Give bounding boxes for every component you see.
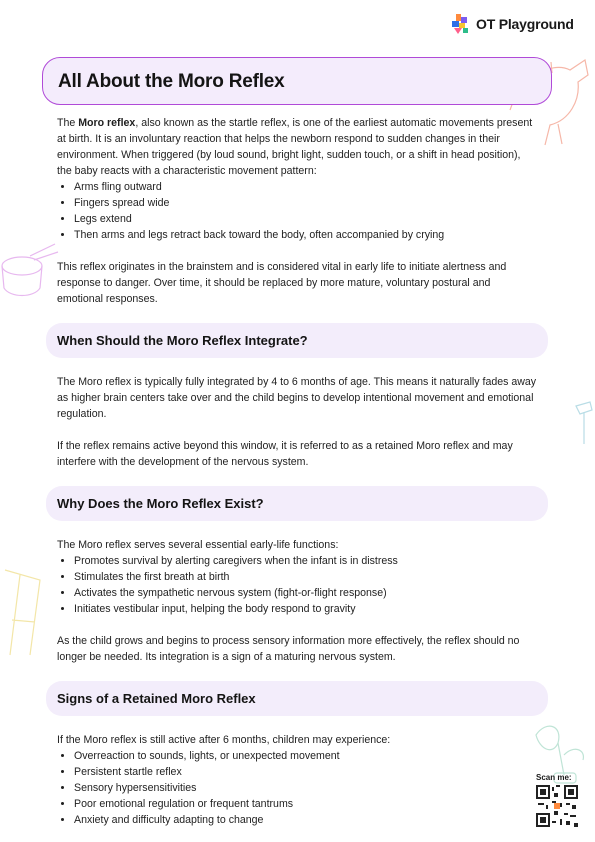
brand-header xyxy=(452,14,574,34)
page-title: All About the Moro Reflex xyxy=(58,71,285,92)
list-item: • Sensory hypersensitivities xyxy=(74,780,537,796)
integrate-paragraph-1: The Moro reflex is typically fully integrated by 4 to 6 months of age. This means it naturally fades away as higher brain centers take over and the child begins to develop intentional movement and emotional regulation. xyxy=(57,376,537,420)
intro-bold-term: Moro reflex xyxy=(78,117,136,129)
list-item: • Overreaction to sounds, lights, or unexpected movement xyxy=(74,748,537,764)
origin-paragraph: This reflex originates in the brainstem and is considered vital in early life to initiate alertness and response to danger. Over time, it should be replaced by more mature, voluntary postural and emotional responses. xyxy=(57,261,507,305)
integrate-paragraph-2: If the reflex remains active beyond this window, it is referred to as a retained Moro reflex and may interfere with the development of the nervous system. xyxy=(57,440,513,468)
easel-doodle xyxy=(0,560,50,660)
intro-lead: The xyxy=(57,117,79,129)
qr-label: Scan me: xyxy=(536,773,572,782)
section-heading-box xyxy=(46,323,548,358)
signs-lead: If the Moro reflex is still active after 6 months, children may experience: xyxy=(57,734,391,746)
qr-code-area xyxy=(536,773,578,832)
list-item: • Stimulates the first breath at birth xyxy=(74,569,537,585)
signs-list xyxy=(57,748,537,828)
list-item: • Anxiety and difficulty adapting to change xyxy=(74,812,537,828)
list-item: • Arms fling outward xyxy=(74,179,537,195)
intro-paragraph xyxy=(57,115,537,179)
list-item: • Legs extend xyxy=(74,211,537,227)
ot-playground-logo-icon xyxy=(452,14,470,34)
movement-pattern-list xyxy=(57,179,537,243)
list-item: • Initiates vestibular input, helping the body respond to gravity xyxy=(74,601,537,617)
functions-list xyxy=(57,553,537,617)
section-heading-signs: Signs of a Retained Moro Reflex xyxy=(57,691,256,706)
exist-lead: The Moro reflex serves several essential early-life functions: xyxy=(57,539,339,551)
list-item: • Poor emotional regulation or frequent tantrums xyxy=(74,796,537,812)
list-item: • Promotes survival by alerting caregivers when the infant is in distress xyxy=(74,553,537,569)
brand-name: OT Playground xyxy=(476,16,574,32)
qr-code-icon[interactable] xyxy=(536,785,578,827)
section-heading-box xyxy=(46,681,548,716)
section-heading-exist: Why Does the Moro Reflex Exist? xyxy=(57,496,264,511)
main-content xyxy=(57,115,537,828)
hammer-doodle xyxy=(572,398,595,448)
exist-paragraph-2: As the child grows and begins to process sensory information more effectively, the reflex should no longer be needed. Its integration is a sign of a maturing nervous system. xyxy=(57,635,520,663)
list-item: • Activates the sympathetic nervous system (fight-or-flight response) xyxy=(74,585,537,601)
page-title-box xyxy=(42,57,552,105)
list-item: • Persistent startle reflex xyxy=(74,764,537,780)
section-heading-integrate: When Should the Moro Reflex Integrate? xyxy=(57,333,308,348)
list-item: • Then arms and legs retract back toward the body, often accompanied by crying xyxy=(74,227,537,243)
intro-rest: , also known as the startle reflex, is one of the earliest automatic movements present at birth. It is an involuntary reaction that helps the newborn respond to sudden changes in their environment. When triggered (by loud sound, bright light, sudden touch, or a shift in head position), the baby reacts with a characteristic movement pattern: xyxy=(57,117,533,177)
drum-doodle xyxy=(0,236,60,306)
section-heading-box xyxy=(46,486,548,521)
list-item: • Fingers spread wide xyxy=(74,195,537,211)
